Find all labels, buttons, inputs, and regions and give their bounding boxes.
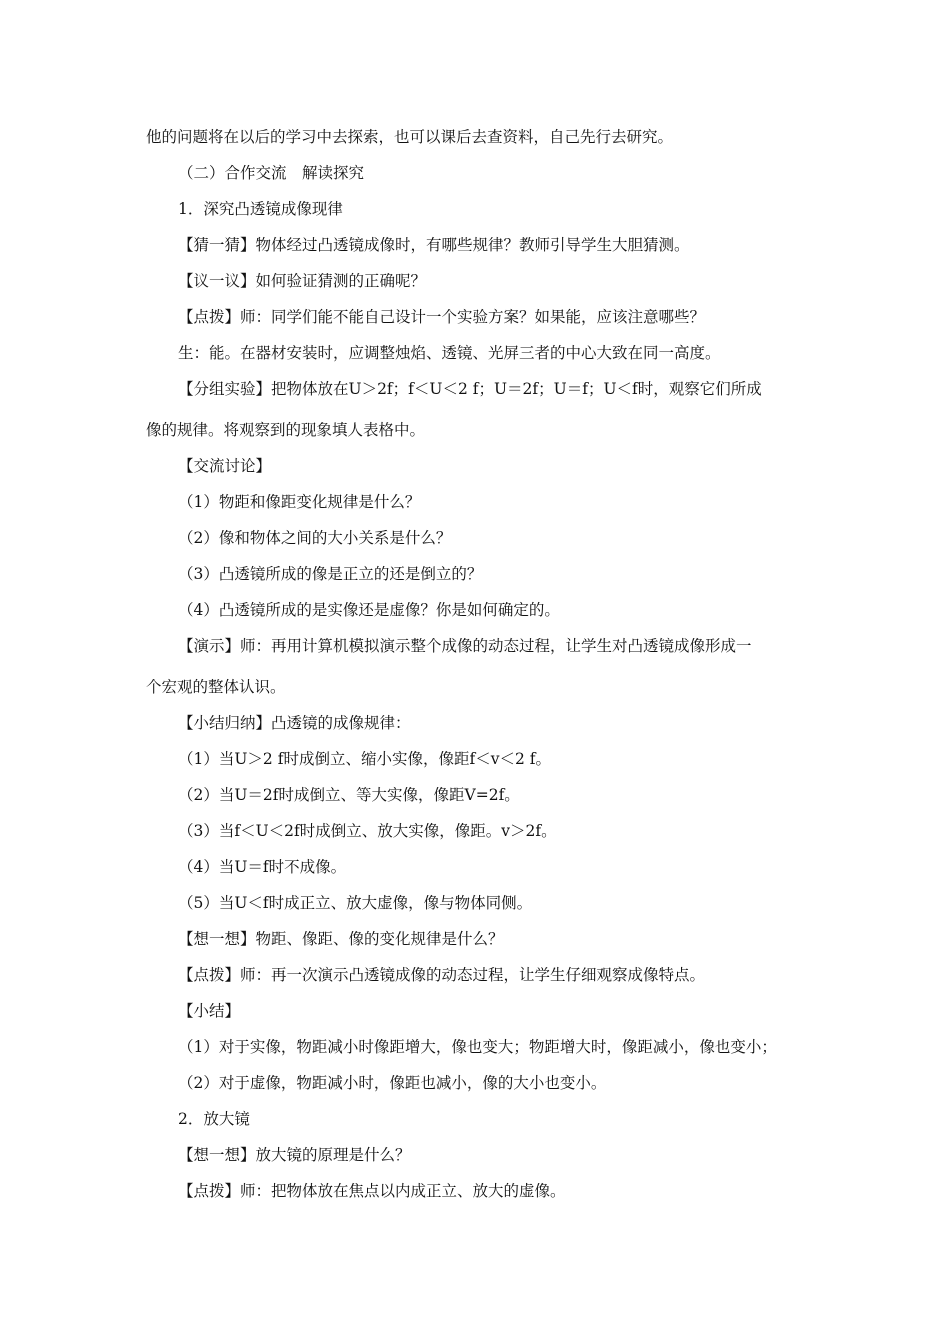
paragraph-line: 【点拨】师：把物体放在焦点以内成正立、放大的虚像。 — [178, 1182, 566, 1200]
paragraph-line: 【想一想】放大镜的原理是什么？ — [178, 1146, 411, 1164]
paragraph-line: 【演示】师：再用计算机模拟演示整个成像的动态过程，让学生对凸透镜成像形成一 — [178, 637, 752, 655]
paragraph-line: 【分组实验】把物体放在U＞2f；f＜U＜2 f；U＝2f；U＝f；U＜f时，观察它们所成 — [178, 380, 762, 398]
paragraph-line: 【交流讨论】 — [178, 457, 272, 475]
paragraph-line: 【议一议】如何验证猜测的正确呢？ — [178, 272, 427, 290]
paragraph-line: 【想一想】物距、像距、像的变化规律是什么？ — [178, 930, 504, 948]
paragraph-line: 【点拨】师：再一次演示凸透镜成像的动态过程，让学生仔细观察成像特点。 — [178, 966, 706, 984]
paragraph-line: 像的规律。将观察到的现象填人表格中。 — [146, 421, 426, 439]
list-item: （1）物距和像距变化规律是什么？ — [178, 493, 421, 511]
list-item: （1）对于实像，物距减小时像距增大，像也变大；物距增大时，像距减小，像也变小； — [178, 1038, 777, 1056]
list-item: （3）凸透镜所成的像是正立的还是倒立的？ — [178, 565, 483, 583]
list-item: （1）当U＞2 f时成倒立、缩小实像，像距f＜v＜2 f。 — [178, 750, 551, 768]
list-item: （2）对于虚像，物距减小时，像距也减小，像的大小也变小。 — [178, 1074, 607, 1092]
list-item: （5）当U＜f时成正立、放大虚像，像与物体同侧。 — [178, 894, 533, 912]
list-item: （4）当U＝f时不成像。 — [178, 858, 347, 876]
paragraph-line: 【小结】 — [178, 1002, 241, 1020]
paragraph-line: 生：能。在器材安装时，应调整烛焰、透镜、光屏三者的中心大致在同一高度。 — [178, 344, 721, 362]
paragraph-line: 个宏观的整体认识。 — [146, 678, 286, 696]
list-item: （2）像和物体之间的大小关系是什么？ — [178, 529, 452, 547]
list-item: （3）当f＜U＜2f时成倒立、放大实像，像距。v＞2f。 — [178, 822, 557, 840]
subsection-heading: 2．放大镜 — [178, 1110, 250, 1128]
paragraph-line: 【猜一猜】物体经过凸透镜成像时，有哪些规律？教师引导学生大胆猜测。 — [178, 236, 690, 254]
list-item: （4）凸透镜所成的是实像还是虚像？你是如何确定的。 — [178, 601, 560, 619]
subsection-heading: 1．深究凸透镜成像现律 — [178, 200, 343, 218]
list-item: （2）当U＝2f时成倒立、等大实像，像距V=2f。 — [178, 786, 520, 804]
paragraph-line: 他的问题将在以后的学习中去探索，也可以课后去查资料，自己先行去研究。 — [146, 128, 674, 146]
paragraph-line: 【点拨】师：同学们能不能自己设计一个实验方案？如果能，应该注意哪些？ — [178, 308, 706, 326]
section-heading: （二）合作交流 解读探究 — [178, 164, 365, 182]
paragraph-line: 【小结归纳】凸透镜的成像规律： — [178, 714, 411, 732]
